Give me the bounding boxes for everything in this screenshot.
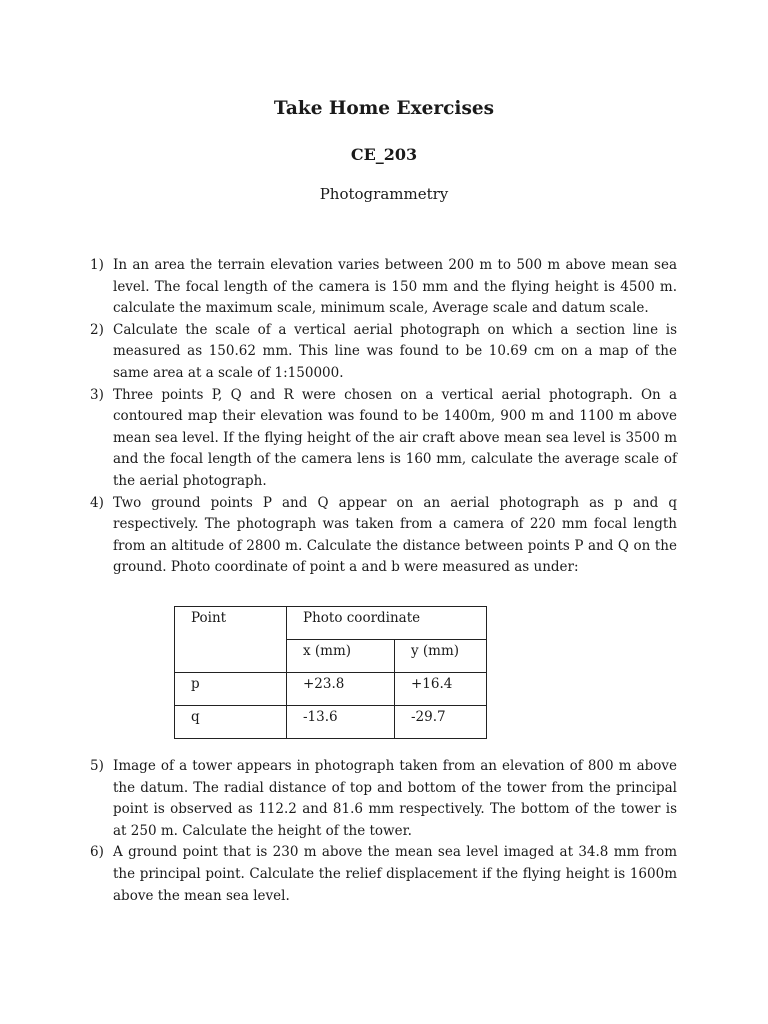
subject-heading: Photogrammetry (319, 185, 449, 203)
question-item (90, 493, 677, 579)
question-text: Three points P, Q and R were chosen on a vertical aerial photograph. On a contoured map their elevation was found to be 1400m, 900 m and 1100 m above mean sea level. If the flying height of the air craft above mean sea level is 3500 m and the focal length of the camera lens is 160 mm, calculate the average scale of the aerial photograph. (113, 386, 677, 489)
question-item (90, 320, 677, 385)
table-header-row (175, 607, 487, 640)
question-number: 5) (90, 758, 104, 774)
document-title: Take Home Exercises (273, 98, 495, 119)
question-item (90, 842, 677, 907)
question-number: 6) (90, 844, 104, 861)
question-item (90, 756, 677, 842)
question-text: A ground point that is 230 m above the mean sea level imaged at 34.8 mm from the principal point. Calculate the relief displacement if the flying height is 1600m above the mean sea level. (113, 844, 677, 904)
table-cell-y: -29.7 (395, 706, 487, 739)
question-text: Two ground points P and Q appear on an aerial photograph as p and q respectively. The photograph was taken from a camera of 220 mm focal length from an altitude of 2800 m. Calculate the distance between points P and Q on the ground. Photo coordinate of point a and b were measured as under: (113, 494, 677, 576)
question-item (90, 385, 677, 493)
table-header-x: x (mm) (287, 640, 395, 673)
table-cell-x: +23.8 (287, 673, 395, 706)
table-header-point: Point (175, 607, 287, 673)
photo-coordinate-table (174, 606, 487, 739)
question-number: 1) (90, 257, 104, 273)
table-cell-point: q (175, 706, 287, 739)
question-number: 2) (90, 321, 104, 338)
question-text: Calculate the scale of a vertical aerial photograph on which a section line is measured as 150.62 mm. This line was found to be 10.69 cm on a map of the same area at a scale of 1:150000. (113, 321, 677, 381)
question-text: In an area the terrain elevation varies between 200 m to 500 m above mean sea level. The focal length of the camera is 150 mm and the flying height is 4500 m. calculate the maximum scale, minimum scale, Average scale and datum scale. (113, 257, 677, 317)
question-number: 3) (90, 386, 104, 403)
question-item (90, 255, 677, 320)
table-header-photo-coordinate: Photo coordinate (287, 607, 487, 640)
question-list-continued (90, 756, 677, 907)
table-cell-y: +16.4 (395, 673, 487, 706)
table-cell-x: -13.6 (287, 706, 395, 739)
question-list (90, 255, 677, 579)
question-number: 4) (90, 494, 104, 511)
table-row (175, 706, 487, 739)
course-code: CE_203 (350, 145, 418, 164)
question-text: Image of a tower appears in photograph taken from an elevation of 800 m above the datum. The radial distance of top and bottom of the tower from the principal point is observed as 112.2 and 81.6 mm respectively. The bottom of the tower is at 250 m. Calculate the height of the tower. (113, 758, 677, 839)
table-cell-point: p (175, 673, 287, 706)
table-header-y: y (mm) (395, 640, 487, 673)
table-row (175, 673, 487, 706)
